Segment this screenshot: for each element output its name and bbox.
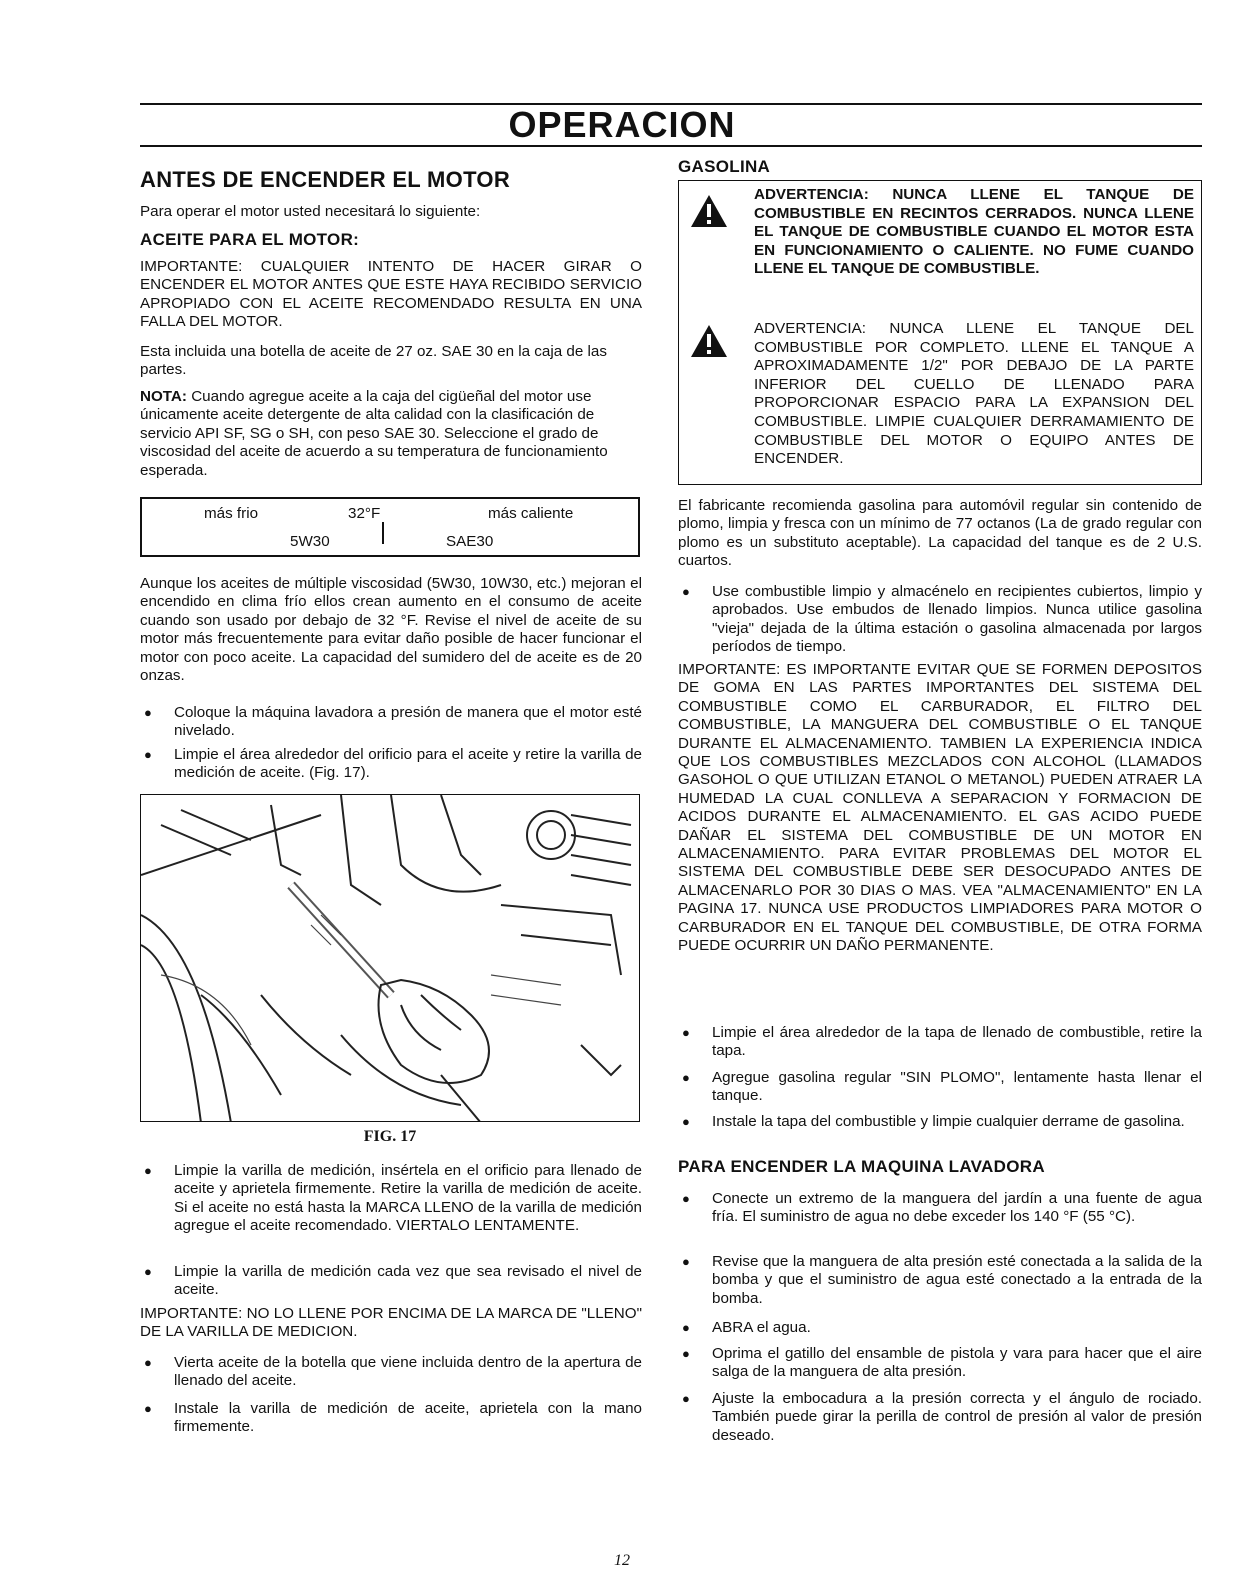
bullet-icon: ● (682, 584, 690, 599)
list-item: ● Agregue gasolina regular "SIN PLOMO", lentamente hasta llenar el tanque. (682, 1069, 1202, 1105)
bullet-icon: ● (144, 1264, 152, 1279)
gasoline-heading: GASOLINA (678, 157, 771, 176)
list-item: ● ABRA el agua. (682, 1319, 811, 1336)
oil-heading: ACEITE PARA EL MOTOR: (140, 230, 360, 249)
temp-threshold-label: 32°F (348, 505, 381, 522)
bullet-icon: ● (144, 705, 152, 720)
page-title: OPERACION (508, 104, 736, 145)
temp-hot-label: más caliente (488, 505, 574, 522)
multi-viscosity-text: Aunque los aceites de múltiple viscosidad (5W30, 10W30, etc.) mejoran el encendido en clima frío ellos crean aumento en el consumo de aceite cuando son usado por debajo de 32 °F. Revise el nivel de aceite de su motor más frecuentemente para evitar daño posible de hacer funcionar el motor con poco aceite. La capacidad del sumidero del de aceite es de 20 onzas. (140, 575, 642, 685)
list-item: ● Limpie el área alrededor del orificio para el aceite y retire la varilla de medición de aceite. (Fig. 17). (144, 746, 642, 782)
bullet-icon: ● (682, 1114, 690, 1129)
list-item: ● Instale la varilla de medición de aceite, aprietela con la mano firmemente. (144, 1400, 642, 1436)
list-item: ● Limpie la varilla de medición cada vez que sea revisado el nivel de aceite. (144, 1263, 642, 1299)
bullet-icon: ● (144, 1401, 152, 1416)
bullet-icon: ● (144, 1163, 152, 1178)
table-top-rule (140, 497, 640, 499)
bullet-icon: ● (144, 747, 152, 762)
bullet-icon: ● (682, 1346, 690, 1361)
bullet-icon: ● (682, 1391, 690, 1406)
warning-triangle-icon (690, 324, 728, 358)
bullet-icon: ● (682, 1025, 690, 1040)
note-text: Cuando agregue aceite a la caja del cigüeñal del motor use únicamente aceite detergente de alta calidad con la clasificación de servicio API SF, SG o SH, con peso SAE 30. Seleccione el grado de viscosidad del aceite de acuerdo a su temperatura de funcionamiento esperada. (140, 388, 608, 479)
bottle-text: Esta incluida una botella de aceite de 27 oz. SAE 30 en la caja de las partes. (140, 343, 607, 379)
warning-fuel-enclosed: ADVERTENCIA: NUNCA LLENE EL TANQUE DE COMBUSTIBLE EN RECINTOS CERRADOS. NUNCA LLENE EL TANQUE DE COMBUSTIBLE CUANDO EL MOTOR ESTA EN FUNCIONAMIENTO O CALIENTE. NO FUME CUANDO LLENE EL TANQUE DE COMBUSTIBLE. (754, 186, 1194, 278)
list-item: ● Coloque la máquina lavadora a presión de manera que el motor esté nivelado. (144, 704, 642, 740)
engine-dipstick-illustration (141, 795, 640, 1122)
figure-17 (140, 794, 640, 1122)
list-item: ● Limpie el área alrededor de la tapa de llenado de combustible, retire la tapa. (682, 1024, 1202, 1060)
bullet-icon: ● (682, 1320, 690, 1335)
bullet-icon: ● (682, 1070, 690, 1085)
page-number: 12 (614, 1552, 630, 1569)
temp-cold-label: más frio (204, 505, 259, 522)
figure-caption: FIG. 17 (363, 1128, 417, 1145)
start-washer-heading: PARA ENCENDER LA MAQUINA LAVADORA (678, 1157, 1045, 1176)
list-item: ● Revise que la manguera de alta presión esté conectada a la salida de la bomba y que el suministro de agua esté conectado a la entrada de la bomba. (682, 1253, 1202, 1307)
list-item: ● Oprima el gatillo del ensamble de pistola y vara para hacer que el aire salga de la manguera de alta presión. (682, 1345, 1202, 1381)
intro-text: Para operar el motor usted necesitará lo siguiente: (140, 203, 481, 220)
table-bottom-rule (140, 555, 640, 557)
list-item: ● Conecte un extremo de la manguera del jardín a una fuente de agua fría. El suministro de agua no debe exceder los 140 °F (55 °C). (682, 1190, 1202, 1226)
grade-hot-label: SAE30 (446, 533, 494, 550)
title-rule (140, 145, 1202, 147)
note-label: NOTA: (140, 388, 187, 405)
important-no-overfill: IMPORTANTE: NO LO LLENE POR ENCIMA DE LA MARCA DE "LLENO" DE LA VARILLA DE MEDICION. (140, 1305, 642, 1341)
list-item: ● Vierta aceite de la botella que viene incluida dentro de la apertura de llenado del aceite. (144, 1354, 642, 1390)
warning-triangle-icon (690, 194, 728, 228)
bullet-icon: ● (144, 1355, 152, 1370)
grade-cold-label: 5W30 (290, 533, 330, 550)
table-right-rule (638, 497, 640, 556)
important-oil: IMPORTANTE: CUALQUIER INTENTO DE HACER GIRAR O ENCENDER EL MOTOR ANTES QUE ESTE HAYA RECIBIDO SERVICIO APROPIADO CON EL ACEITE RECOMENDADO RESULTA EN UNA FALLA DEL MOTOR. (140, 258, 642, 331)
bullet-icon: ● (682, 1254, 690, 1269)
warning-fuel-overfill: ADVERTENCIA: NUNCA LLENE EL TANQUE DEL COMBUSTIBLE POR COMPLETO. LLENE EL TANQUE A APROXIMADAMENTE 1/2" POR DEBAJO DE LA PARTE INFERIOR DEL CUELLO DE LLENADO PARA PROPORCIONAR ESPACIO PARA LA EXPANSION DEL COMBUSTIBLE. LIMPIE CUALQUIER DERRAMAMIENTO DE COMBUSTIBLE DEL MOTOR O EQUIPO ANTES DE ENCENDER. (754, 320, 1194, 468)
bullet-icon: ● (682, 1191, 690, 1206)
fuel-recommendation: El fabricante recomienda gasolina para automóvil regular sin contenido de plomo, limpia y fresca con un mínimo de 77 octanos (La de grado regular con plomo es un substituto aceptable). La capacidad del tanque es de 2 U.S. cuartos. (678, 497, 1202, 570)
important-gum-deposits: IMPORTANTE: ES IMPORTANTE EVITAR QUE SE FORMEN DEPOSITOS DE GOMA EN LAS PARTES IMPORTANTES DEL SISTEMA DEL COMBUSTIBLE COMO EL CARBURADOR, EL FILTRO DEL COMBUSTIBLE, LA MANGUERA DEL COMBUSTIBLE O EL TANQUE DURANTE EL ALMACENAMIENTO. TAMBIEN LA EXPERIENCIA INDICA QUE LOS COMBUSTIBLES MEZCLADOS CON ALCOHOL (LLAMADOS GASOHOL O QUE UTILIZAN ETANOL O METANOL) PUEDEN ATRAER LA HUMEDAD LA CUAL CONLLEVA A SEPARACION Y FORMACION DE ACIDOS DURANTE EL ALMACENAMIENTO. EL GAS ACIDO PUEDE DAÑAR EL SISTEMA DEL COMBUSTIBLE DE UN MOTOR EN ALMACENAMIENTO. PARA EVITAR PROBLEMAS DEL MOTOR EL SISTEMA DEL COMBUSTIBLE DEBE SER DESOCUPADO ANTES DE ALMACENARLO POR 30 DIAS O MAS. VEA "ALMACENAMIENTO" EN LA PAGINA 17. NUNCA USE PRODUCTOS LIMPIADORES PARA MOTOR O CARBURADOR EN EL TANQUE DEL COMBUSTIBLE, DE OTRA FORMA PUEDE OCURRIR UN DAÑO PERMANENTE. (678, 661, 1202, 955)
list-item: ● Instale la tapa del combustible y limpie cualquier derrame de gasolina. (682, 1113, 1185, 1130)
temp-marker-line (382, 522, 384, 544)
list-item: ● Ajuste la embocadura a la presión correcta y el ángulo de rociado. También puede girar la perilla de control de presión al valor de presión deseado. (682, 1390, 1202, 1444)
section-heading-before-start: ANTES DE ENCENDER EL MOTOR (140, 167, 511, 192)
list-item: ● Limpie la varilla de medición, insértela en el orificio para llenado de aceite y aprietela firmemente. Retire la varilla de medición de aceite. Si el aceite no está hasta la MARCA LLENO de la varilla de medición agregue el aceite recomendado. VIERTALO LENTAMENTE. (144, 1162, 642, 1235)
note-paragraph (140, 388, 642, 480)
table-left-rule (140, 497, 142, 556)
list-item: ● Use combustible limpio y almacénelo en recipientes cubiertos, limpio y aprobados. Use embudos de llenado limpios. Nunca utilice gasolina "vieja" dejada de la última estación o gasolina almacenada por largos períodos de tiempo. (682, 583, 1202, 656)
